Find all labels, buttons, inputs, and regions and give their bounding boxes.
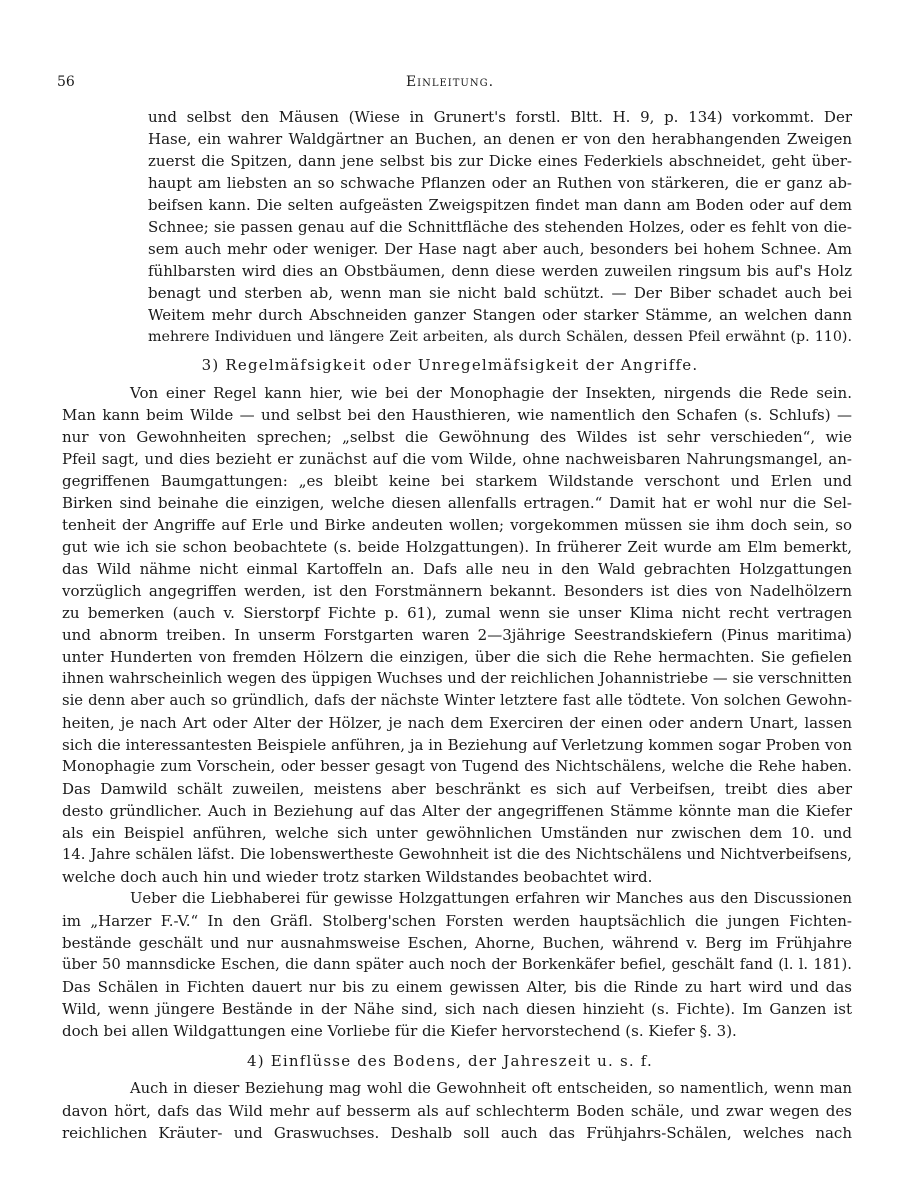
text-line: sem auch mehr oder weniger. Der Hase nagt aber auch, besonders bei hohem Schnee. Am — [148, 240, 852, 258]
running-title: Einleitung. — [405, 74, 495, 90]
text-line: im „Harzer F.-V.“ In den Gräfl. Stolberg'schen Forsten werden hauptsächlich die jungen Fichten- — [62, 912, 852, 930]
text-line: zu bemerken (auch v. Sierstorpf Fichte p. 61), zumal wenn sie unser Klima nicht recht vertragen — [62, 604, 852, 622]
text-line: Man kann beim Wilde — und selbst bei den Hausthieren, wie namentlich den Schafen (s. Schlufs) — — [62, 406, 852, 424]
text-line: Auch in dieser Beziehung mag wohl die Gewohnheit oft entscheiden, so namentlich, wenn man — [130, 1080, 852, 1097]
text-line: welche doch auch hin und wieder trotz starken Wildstandes beobachtet wird. — [62, 868, 653, 886]
text-line: Das Damwild schält zuweilen, meistens aber beschränkt es sich auf Verbeifsen, treibt dies aber — [62, 780, 852, 798]
text-line: davon hört, dafs das Wild mehr auf besserm als auf schlechterm Boden schäle, und zwar wegen des — [62, 1102, 852, 1120]
text-line: Ueber die Liebhaberei für gewisse Holzgattungen erfahren wir Manches aus den Discussionen — [130, 890, 852, 907]
text-line: benagt und sterben ab, wenn man sie nicht bald schützt. — Der Biber schadet auch bei — [148, 284, 852, 302]
text-line: Von einer Regel kann hier, wie bei der Monophagie der Insekten, nirgends die Rede sein. — [130, 384, 852, 402]
text-line: sie denn aber auch so gründlich, dafs der nächste Winter letztere fast alle tödtete. Von solchen Gewohn- — [62, 692, 852, 709]
text-line: zuerst die Spitzen, dann jene selbst bis zur Dicke eines Federkiels abschneidet, geht über- — [148, 152, 852, 170]
text-line: heiten, je nach Art oder Alter der Hölzer, je nach dem Exerciren der einen oder andern Unart, lassen — [62, 714, 852, 732]
text-line: unter Hunderten von fremden Hölzern die einzigen, über die sich die Rehe hermachten. Sie gefielen — [62, 648, 852, 666]
text-line: Schnee; sie passen genau auf die Schnittfläche des stehenden Holzes, oder es fehlt von die- — [148, 218, 852, 236]
text-line: ihnen wahrscheinlich wegen des üppigen Wuchses und der reichlichen Johannistriebe — sie verschnitten — [62, 670, 852, 687]
page-header — [0, 74, 900, 96]
text-line: über 50 mannsdicke Eschen, die dann später auch noch der Borkenkäfer befiel, geschält fand (l. l. 181). — [62, 956, 852, 973]
text-line: als ein Beispiel anführen, welche sich unter gewöhnlichen Umständen nur zwischen dem 10. und — [62, 824, 852, 842]
text-line: mehrere Individuen und längere Zeit arbeiten, als durch Schälen, dessen Pfeil erwähnt (p. 110). — [148, 329, 852, 345]
text-line: und abnorm treiben. In unserm Forstgarten waren 2—3jährige Seestrandskiefern (Pinus maritima) — [62, 626, 852, 644]
text-line: haupt am liebsten an so schwache Pflanzen oder an Ruthen von stärkeren, die er ganz ab- — [148, 174, 852, 192]
text-line: gut wie ich sie schon beobachtete (s. beide Holzgattungen). In früherer Zeit wurde am Elm bemerkt, — [62, 538, 852, 556]
text-line: reichlichen Kräuter- und Graswuchses. Deshalb soll auch das Frühjahrs-Schälen, welches nach — [62, 1124, 852, 1142]
text-line: Pfeil sagt, und dies bezieht er zunächst auf die vom Wilde, ohne nachweisbaren Nahrungsmangel, an- — [62, 450, 852, 468]
text-line: Monophagie zum Vorschein, oder besser gesagt von Tugend des Nichtschälens, welche die Rehe haben. — [62, 758, 852, 775]
text-line: fühlbarsten wird dies an Obstbäumen, denn diese werden zuweilen ringsum bis auf's Holz — [148, 262, 852, 280]
text-line: Das Schälen in Fichten dauert nur bis zu einem gewissen Alter, bis die Rinde zu hart wird und das — [62, 978, 852, 996]
text-line: bestände geschält und nur ausnahmsweise Eschen, Ahorne, Buchen, während v. Berg im Frühjahre — [62, 934, 852, 952]
text-line: Wild, wenn jüngere Bestände in der Nähe sind, sich nach diesen hinzieht (s. Fichte). Im Ganzen ist — [62, 1000, 852, 1018]
text-line: beifsen kann. Die selten aufgeästen Zweigspitzen findet man dann am Boden oder auf dem — [148, 196, 852, 214]
text-line: vorzüglich angegriffen werden, ist den Forstmännern bekannt. Besonders ist dies von Nadelhölzern — [62, 582, 852, 600]
text-line: Weitem mehr durch Abschneiden ganzer Stangen oder starker Stämme, an welchen dann — [148, 306, 852, 324]
text-line: Birken sind beinahe die einzigen, welche diesen allenfalls ertragen.“ Damit hat er wohl nur die Sel- — [62, 494, 852, 512]
text-line: sich die interessantesten Beispiele anführen, ja in Beziehung auf Verletzung kommen sogar Proben von — [62, 736, 852, 754]
text-line: und selbst den Mäusen (Wiese in Grunert's forstl. Bltt. H. 9, p. 134) vorkommt. Der — [148, 108, 852, 126]
text-line: doch bei allen Wildgattungen eine Vorliebe für die Kiefer hervorstechend (s. Kiefer §. 3). — [62, 1022, 737, 1040]
text-line: tenheit der Angriffe auf Erle und Birke andeuten wollen; vorgekommen müssen sie ihm doch sein, so — [62, 516, 852, 534]
text-line: nur von Gewohnheiten sprechen; „selbst die Gewöhnung des Wildes ist sehr verschieden“, wie — [62, 428, 852, 446]
section-heading: 3) Regelmäfsigkeit oder Unregelmäfsigkeit der Angriffe. — [201, 356, 699, 374]
text-line: Hase, ein wahrer Waldgärtner an Buchen, an denen er von den herabhangenden Zweigen — [148, 130, 852, 148]
text-line: das Wild nähme nicht einmal Kartoffeln an. Dafs alle neu in den Wald gebrachten Holzgattungen — [62, 560, 852, 578]
text-line: desto gründlicher. Auch in Beziehung auf das Alter der angegriffenen Stämme könnte man die Kiefer — [62, 802, 852, 820]
section-heading: 4) Einflüsse des Bodens, der Jahreszeit u. s. f. — [247, 1052, 653, 1070]
text-line: gegriffenen Baumgattungen: „es bleibt keine bei starkem Wildstande verschont und Erlen und — [62, 472, 852, 490]
text-line: 14. Jahre schälen läfst. Die lobenswertheste Gewohnheit ist die des Nichtschälens und Nichtverbeifsens, — [62, 846, 852, 863]
page-number: 56 — [57, 74, 75, 90]
